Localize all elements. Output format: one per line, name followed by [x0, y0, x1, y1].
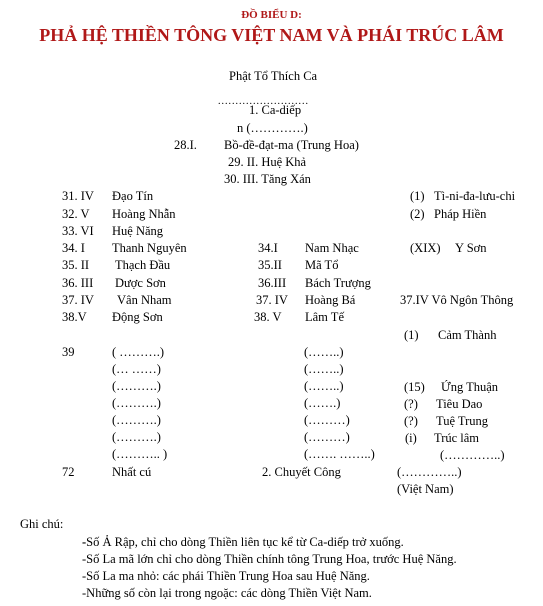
left-placeholder: (……….) [112, 396, 161, 410]
middle-num: 36.III [258, 276, 287, 290]
middle-placeholder: (……..) [304, 379, 344, 393]
middle-name: Mã Tổ [305, 258, 339, 272]
right-name: Ứng Thuận [441, 380, 499, 394]
middle-name: Lâm Tế [305, 310, 344, 324]
middle-placeholder: (………) [304, 430, 350, 444]
left-name: Động Sơn [112, 310, 163, 324]
right-name: Pháp Hiền [434, 207, 487, 221]
left-final-name: Nhất cú [112, 465, 152, 479]
note-3: -Số La ma nhỏ: các phái Thiền Trung Hoa sau Huệ Năng. [82, 569, 370, 583]
left-name: Đạo Tín [112, 189, 154, 203]
right-placeholder: (…………..) [397, 465, 462, 479]
right-name: Tiêu Dao [436, 397, 483, 411]
right-num: (2) [410, 207, 425, 221]
note-1 [82, 535, 404, 550]
left-name: Thanh Nguyên [112, 241, 187, 255]
middle-name: Hoàng Bá [305, 293, 356, 307]
right-name: Tì-ni-đa-lưu-chi [434, 189, 516, 203]
note-4: -Những số còn lại trong ngoặc: các dòng Thiền Việt Nam. [82, 586, 372, 600]
left-placeholder: ( ……….) [112, 345, 165, 359]
right-num: (i) [405, 431, 417, 445]
generation-39: 39 [62, 345, 75, 359]
lineage-28-name: Bồ-đề-đạt-ma (Trung Hoa) [224, 138, 359, 152]
left-num: 34. I [62, 241, 85, 255]
left-name: Huệ Năng [112, 224, 164, 238]
lineage-1: 1. Ca-diếp [249, 103, 302, 117]
middle-num: 37. IV [256, 293, 288, 307]
right-num: (1) [404, 328, 419, 342]
middle-final-name: 2. Chuyết Công [262, 465, 341, 479]
right-num: (XIX) [410, 241, 441, 255]
right-num: (?) [404, 414, 418, 428]
left-num: 38.V [62, 310, 87, 324]
left-num: 33. VI [62, 224, 94, 238]
middle-num: 35.II [258, 258, 282, 272]
root-ancestor: Phật Tổ Thích Ca [229, 69, 318, 83]
right-lineage: 37.IV Vô Ngôn Thông [400, 293, 514, 307]
right-name: Tuệ Trung [436, 414, 489, 428]
left-num: 31. IV [62, 189, 94, 203]
note-2: -Số La mã lớn chỉ cho dòng Thiền chính tông Trung Hoa, trước Huệ Năng. [82, 552, 457, 566]
middle-placeholder: (…….) [304, 396, 341, 410]
middle-num: 34.I [258, 241, 278, 255]
left-placeholder: (……….. ) [112, 447, 168, 461]
right-num: (1) [410, 189, 425, 203]
lineage-30: 30. III. Tăng Xán [224, 172, 311, 186]
middle-num: 38. V [254, 310, 282, 324]
right-num: (15) [404, 380, 425, 394]
left-name: Thạch Đầu [115, 258, 171, 272]
notes-label: Ghi chú: [20, 517, 64, 531]
right-num: (?) [404, 397, 418, 411]
left-num: 37. IV [62, 293, 94, 307]
left-placeholder: (……….) [112, 430, 161, 444]
middle-name: Nam Nhạc [305, 241, 359, 255]
left-placeholder: (……….) [112, 413, 161, 427]
left-placeholder: (… ……) [112, 362, 161, 376]
middle-placeholder: (……..) [304, 345, 344, 359]
middle-placeholder: (……. ……..) [304, 447, 375, 461]
note-1-text: Số Ả Rập, chỉ cho dòng Thiền liên tục kể từ Ca-diếp trở xuống. [86, 535, 404, 549]
left-name: Hoàng Nhẫn [112, 207, 176, 221]
left-placeholder: (……….) [112, 379, 161, 393]
right-name: Cảm Thành [438, 328, 497, 342]
generation-72: 72 [62, 465, 75, 479]
chart-title: PHẢ HỆ THIỀN TÔNG VIỆT NAM VÀ PHÁI TRÚC LÂM [39, 25, 504, 45]
lineage-28-num: 28.I. [174, 138, 197, 152]
right-name: Trúc lâm [434, 431, 480, 445]
dots-separator: .......................... [218, 96, 309, 107]
chart-subtitle: ĐỒ BIỂU D: [241, 9, 302, 21]
left-num: 35. II [62, 258, 90, 272]
lineage-n: n (………….) [237, 121, 308, 135]
middle-placeholder: (……..) [304, 362, 344, 376]
right-name: Y Sơn [455, 241, 487, 255]
note-1-dash: - [82, 535, 87, 549]
left-num: 36. III [62, 276, 94, 290]
left-name: Vân Nham [117, 293, 172, 307]
middle-name: Bách Trượng [305, 276, 371, 290]
left-num: 32. V [62, 207, 90, 221]
lineage-29: 29. II. Huệ Khả [228, 155, 307, 169]
right-placeholder: (…………..) [440, 448, 505, 462]
left-name: Dược Sơn [115, 276, 166, 290]
right-country: (Việt Nam) [397, 482, 454, 496]
middle-placeholder: (………) [304, 413, 350, 427]
